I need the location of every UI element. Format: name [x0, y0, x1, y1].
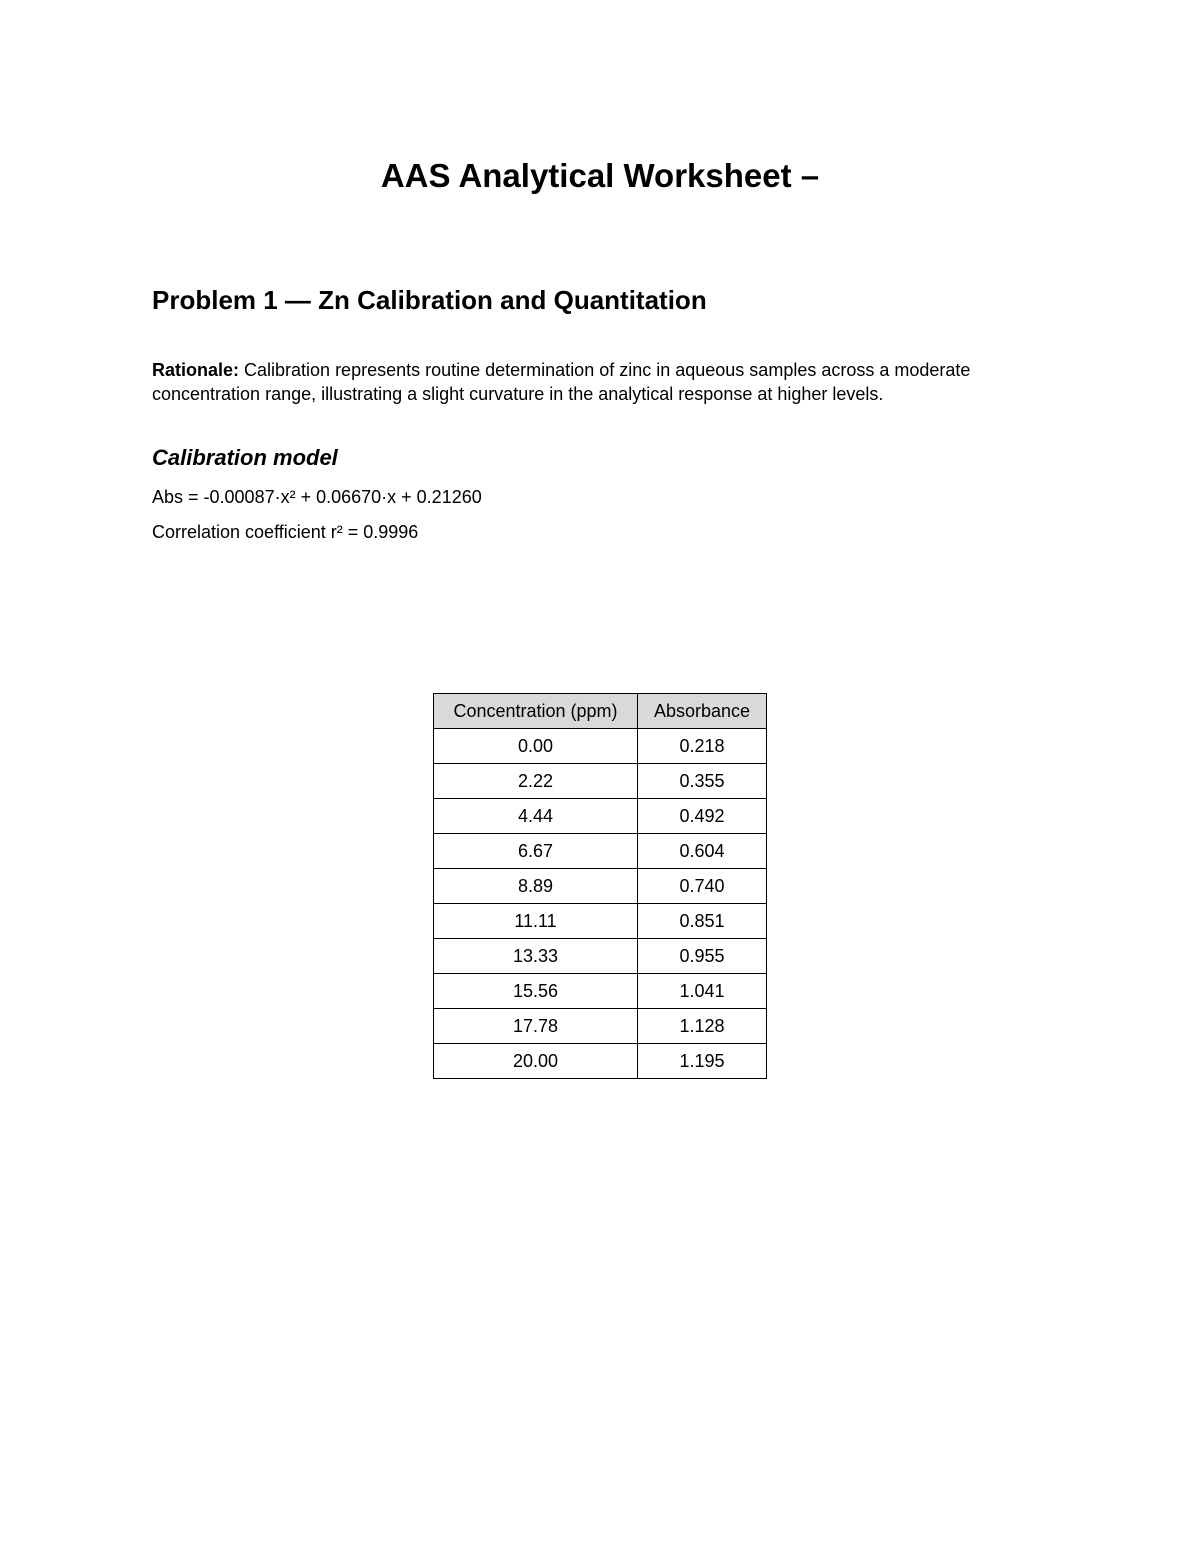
concentration-cell: 20.00	[434, 1044, 638, 1079]
calibration-equation: Abs = -0.00087·x² + 0.06670·x + 0.21260	[152, 487, 482, 507]
concentration-cell: 8.89	[434, 869, 638, 904]
concentration-cell: 15.56	[434, 974, 638, 1009]
rationale-text: Calibration represents routine determination of zinc in aqueous samples across a moderate concentration range, illustrating a slight curvature in the analytical response at higher levels.	[152, 360, 971, 404]
column-header-absorbance: Absorbance	[638, 694, 767, 729]
absorbance-cell: 0.218	[638, 729, 767, 764]
absorbance-cell: 1.195	[638, 1044, 767, 1079]
absorbance-cell: 0.355	[638, 764, 767, 799]
table-row	[434, 904, 767, 939]
problem-heading: Problem 1 — Zn Calibration and Quantitation	[152, 285, 707, 315]
table-header-row	[434, 694, 767, 729]
calibration-model-heading: Calibration model	[152, 445, 338, 470]
table-row	[434, 869, 767, 904]
concentration-cell: 17.78	[434, 1009, 638, 1044]
table-row	[434, 764, 767, 799]
correlation-coefficient: Correlation coefficient r² = 0.9996	[152, 522, 419, 542]
concentration-cell: 6.67	[434, 834, 638, 869]
column-header-concentration: Concentration (ppm)	[434, 694, 638, 729]
document-title: AAS Analytical Worksheet –	[380, 157, 820, 194]
table-row	[434, 974, 767, 1009]
concentration-cell: 4.44	[434, 799, 638, 834]
absorbance-cell: 0.740	[638, 869, 767, 904]
absorbance-cell: 0.492	[638, 799, 767, 834]
rationale-paragraph	[152, 358, 1057, 406]
absorbance-cell: 0.955	[638, 939, 767, 974]
concentration-cell: 2.22	[434, 764, 638, 799]
absorbance-cell: 1.041	[638, 974, 767, 1009]
table-row	[434, 834, 767, 869]
table-row	[434, 939, 767, 974]
rationale-label: Rationale:	[152, 360, 240, 380]
calibration-table	[433, 693, 767, 1079]
table-row	[434, 729, 767, 764]
absorbance-cell: 0.604	[638, 834, 767, 869]
table-row	[434, 1009, 767, 1044]
concentration-cell: 13.33	[434, 939, 638, 974]
absorbance-cell: 0.851	[638, 904, 767, 939]
concentration-cell: 11.11	[434, 904, 638, 939]
table-row	[434, 799, 767, 834]
table-row	[434, 1044, 767, 1079]
absorbance-cell: 1.128	[638, 1009, 767, 1044]
concentration-cell: 0.00	[434, 729, 638, 764]
